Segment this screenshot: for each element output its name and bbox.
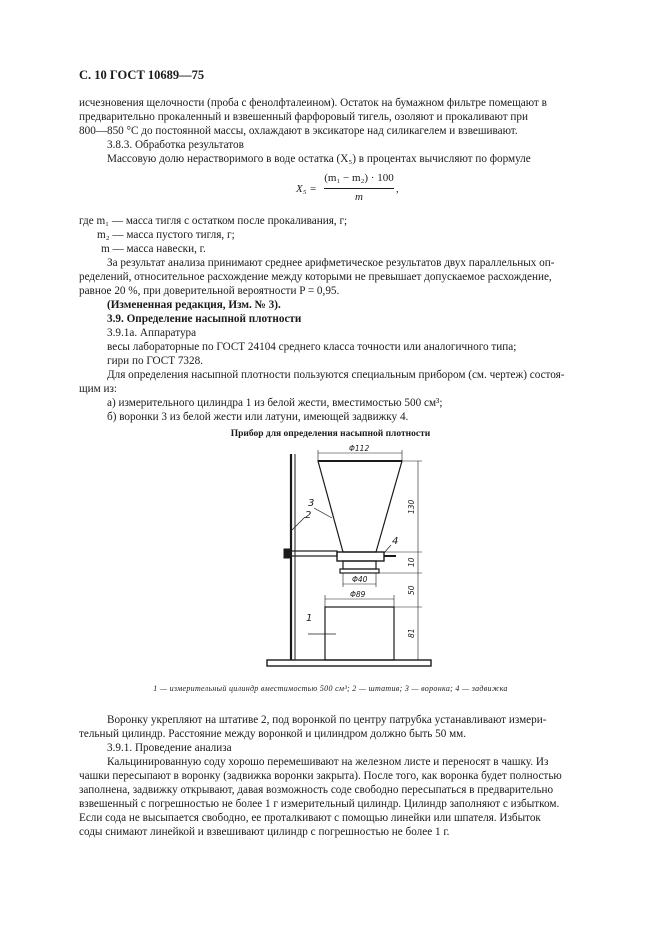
paragraph-line: ределений, относительное расхождение между которыми не превышает допускаемое расхождение,	[79, 271, 552, 283]
paragraph-line: взвешенный с погрешностью не более 1 г измерительный цилиндр. Цилиндр заполняют с избытком.	[79, 798, 560, 810]
paragraph-line: соды снимают линейкой и взвешивают цилиндр с погрешностью не более 1 г.	[79, 826, 450, 838]
dim-funnel-height: 130	[407, 499, 416, 514]
list-item: б) воронки 3 из белой жести или латуни, имеющей задвижку 4.	[107, 411, 409, 423]
where-line: m — масса навески, г.	[101, 243, 206, 255]
fraction-bar	[324, 188, 394, 189]
paragraph-line: чашки пересыпают в воронку (задвижка воронки закрыта). После того, как воронка будет полностью	[79, 770, 562, 782]
section-heading-39: 3.9. Определение насыпной плотности	[107, 313, 302, 325]
paragraph-line: Массовую долю нерастворимого в воде остатка (X₅) в процентах вычисляют по формуле	[107, 153, 531, 165]
dim-cylinder-diameter: Φ89	[350, 590, 366, 599]
apparatus-line: весы лабораторные по ГОСТ 24104 среднего класса точности или аналогичного типа;	[107, 341, 517, 353]
funnel-gate	[337, 552, 384, 561]
formula-lhs: X₅ =	[296, 183, 317, 195]
paragraph-line: равное 20 %, при доверительной вероятности P = 0,95.	[79, 285, 340, 297]
base-plate	[267, 660, 431, 666]
paragraph-line: За результат анализа принимают среднее арифметическое результатов двух параллельных оп-	[107, 257, 555, 269]
measuring-cylinder	[325, 607, 394, 660]
paragraph-line: Если сода не высыпается свободно, ее проталкивают с помощью линейки или шпателя. Избыток	[79, 812, 541, 824]
figure-title: Прибор для определения насыпной плотности	[230, 429, 431, 439]
list-item: а) измерительного цилиндра 1 из белой жести, вместимостью 500 см³;	[107, 397, 443, 409]
paragraph-line: 800—850 °С до постоянной массы, охлаждают в эксикаторе над силикагелем и взвешивают.	[79, 125, 518, 137]
where-line: где m₁ — масса тигля с остатком после прокаливания, г;	[79, 215, 348, 227]
paragraph-line: исчезновения щелочности (проба с фенолфталеином). Остаток на бумажном фильтре помещают в	[79, 97, 547, 109]
section-heading-383: 3.8.3. Обработка результатов	[107, 139, 244, 151]
funnel	[318, 461, 402, 552]
paragraph-line: тельный цилиндр. Расстояние между воронкой и цилиндром должно быть 50 мм.	[79, 728, 467, 740]
formula-denominator: m	[355, 191, 363, 203]
formula-x5	[296, 172, 416, 212]
label-cylinder: 1	[306, 613, 313, 624]
where-line: m₂ — масса пустого тигля, г;	[97, 229, 235, 241]
label-stand: 2	[305, 510, 312, 521]
dim-gate-height: 10	[407, 557, 416, 567]
apparatus-drawing	[0, 440, 661, 690]
section-heading-391: 3.9.1. Проведение анализа	[107, 742, 232, 754]
paragraph-line: Для определения насыпной плотности пользуются специальным прибором (см. чертеж) состоя-	[107, 369, 565, 381]
label-gate: 4	[392, 536, 399, 547]
section-heading-391a: 3.9.1а. Аппаратура	[107, 327, 197, 339]
dim-outlet-diameter: Φ40	[352, 575, 368, 584]
paragraph-line: заполнена, задвижку открывают, давая возможность соде свободно пересыпаться в предварительно	[79, 784, 554, 796]
apparatus-line: гири по ГОСТ 7328.	[107, 355, 204, 367]
figure-caption: 1 — измерительный цилиндр вместимостью 500 см³; 2 — штатив; 3 — воронка; 4 — задвижка	[153, 684, 508, 693]
formula-numerator: (m₁ − m₂) · 100	[324, 172, 394, 184]
paragraph-line: предварительно прокаленный и взвешенный фарфоровый тигель, озоляют и прокаливают при	[79, 111, 528, 123]
dim-gap-height: 50	[407, 585, 416, 595]
dim-cylinder-height: 81	[407, 628, 416, 638]
paragraph-line: щим из:	[79, 383, 117, 395]
page-header: С. 10 ГОСТ 10689—75	[79, 68, 205, 82]
formula-comma: ,	[396, 183, 399, 195]
paragraph-line: Воронку укрепляют на штативе 2, под воронкой по центру патрубка устанавливают измери-	[107, 714, 547, 726]
label-funnel: 3	[308, 498, 315, 509]
amendment-note: (Измененная редакция, Изм. № 3).	[107, 299, 281, 311]
paragraph-line: Кальцинированную соду хорошо перемешивают на железном листе и переносят в чашку. Из	[107, 756, 549, 768]
dim-top-diameter: Φ112	[349, 444, 370, 453]
